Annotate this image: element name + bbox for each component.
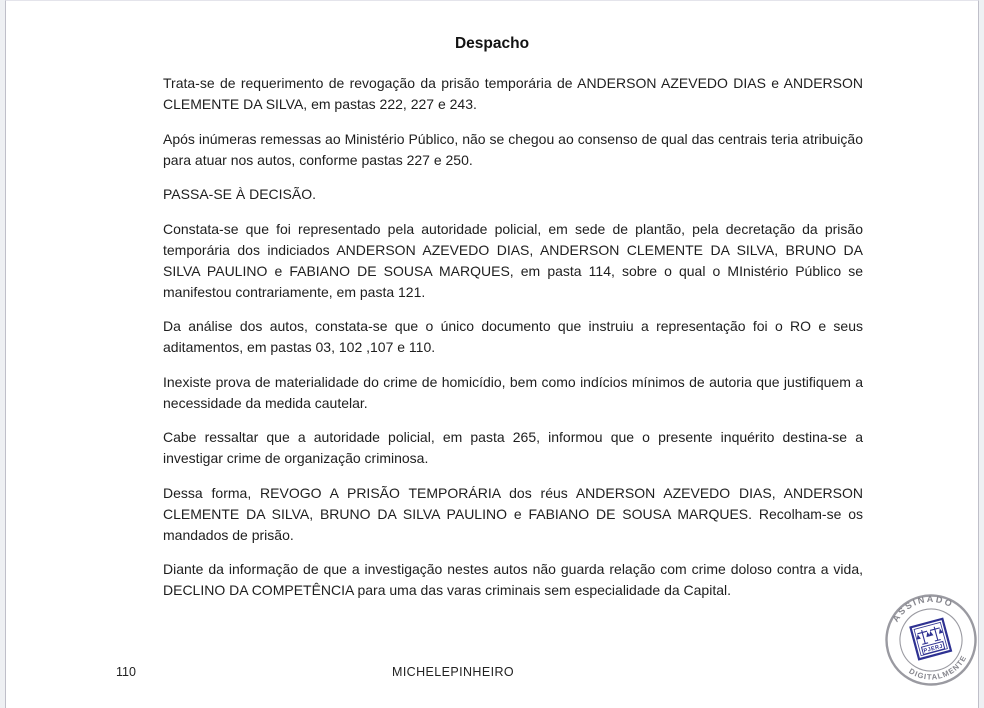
paragraph-9: Diante da informação de que a investigação nestes autos não guarda relação com crime doloso contra a vida, DECLINO DA COMPETÊNCIA para uma das varas criminais sem especialidade da Capital. — [163, 561, 863, 598]
page-number: 110 — [116, 665, 136, 679]
paragraph-7: Cabe ressaltar que a autoridade policial, em pasta 265, informou que o presente inquérito destina-se a investigar crime de organização criminosa. — [163, 429, 863, 466]
paragraph-2: Após inúmeras remessas ao Ministério Público, não se chegou ao consenso de qual das centrais teria atribuição para atuar nos autos, conforme pastas 227 e 250. — [163, 130, 863, 168]
seal-bottom-text: DIGITALMENTE — [907, 653, 969, 682]
paragraph-6: Inexiste prova de materialidade do crime de homicídio, bem como indícios mínimos de autoria que justifiquem a necessidade da medida cautelar. — [163, 373, 863, 411]
pjerj-logo — [911, 619, 951, 659]
seal-top-text: ASSINADO — [890, 593, 956, 624]
pjerj-logo-label: PJERJ — [923, 643, 944, 655]
paragraph-3: PASSA-SE À DECISÃO. — [163, 186, 317, 202]
paragraph-5: Da análise dos autos, constata-se que o único documento que instruiu a representação foi o RO e seus aditamentos, em pastas 03, 102 ,107 e 110. — [163, 318, 863, 355]
paragraph-8: Dessa forma, REVOGO A PRISÃO TEMPORÁRIA dos réus ANDERSON AZEVEDO DIAS, ANDERSON CLEMENTE DA SILVA, BRUNO DA SILVA PAULINO e FABIANO DE SOUSA MARQUES. Recolham-se os mandados de prisão. — [163, 484, 863, 543]
signer-name: MICHELEPINHEIRO — [392, 665, 514, 679]
document-page — [5, 0, 979, 708]
paragraph-4: Constata-se que foi representado pela autoridade policial, em sede de plantão, pela decretação da prisão temporária dos indiciados ANDERSON AZEVEDO DIAS, ANDERSON CLEMENTE DA SILVA, BRUNO DA SILVA PAULINO e FABIANO DE SOUSA MARQUES, em pasta 114, sobre o qual o MInistério Público se manifestou contrariamente, em pasta 121. — [163, 220, 863, 300]
paragraph-1: Trata-se de requerimento de revogação da prisão temporária de ANDERSON AZEVEDO DIAS e ANDERSON CLEMENTE DA SILVA, em pastas 222, 227 e 243. — [163, 75, 863, 112]
digital-signature-seal — [883, 592, 979, 688]
document-title: Despacho — [454, 35, 530, 52]
document-body — [163, 73, 863, 615]
